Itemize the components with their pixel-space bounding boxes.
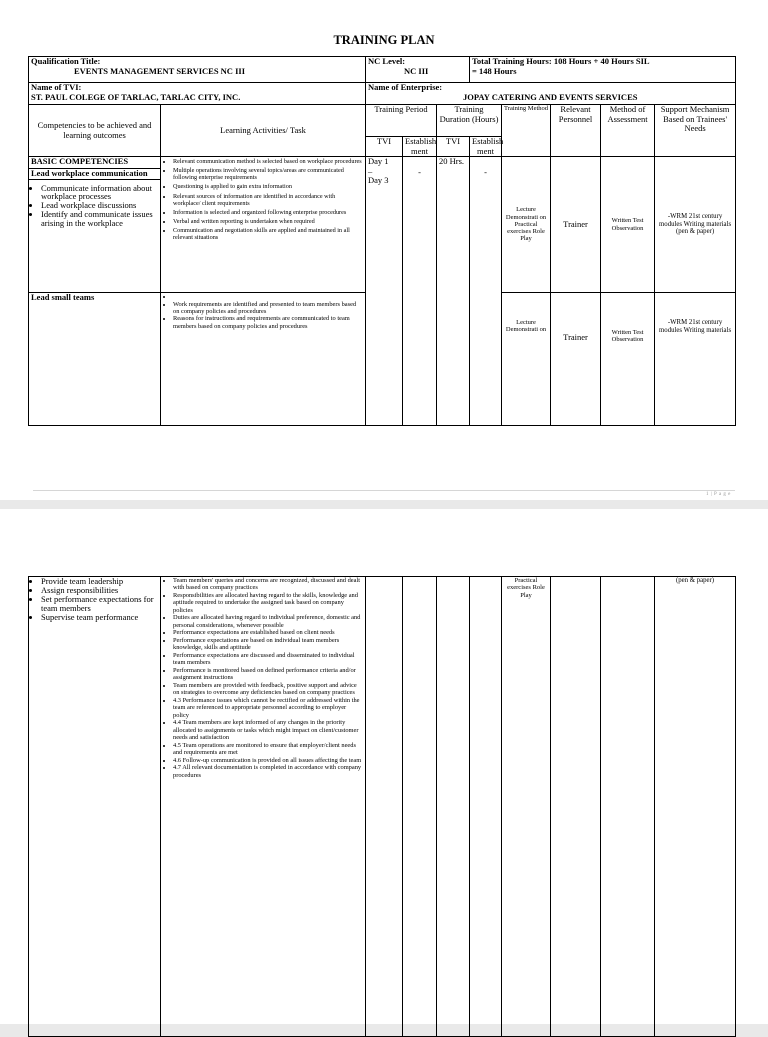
period-establishment-value: - — [418, 167, 421, 178]
unit1-activity: • Communication and negotiation skills are applied and maintained in all relevant situations — [173, 227, 363, 241]
page2-outcome-list — [31, 577, 158, 622]
page2-period-establishment — [403, 577, 437, 1037]
duration-tvi-value: 20 Hrs. — [439, 156, 465, 167]
footer-divider — [33, 490, 735, 491]
page2-activity: • 4.3 Performance issues which cannot be rectified or addressed within the team are referenced to appropriate personnel according to employer policy — [173, 697, 363, 719]
qualification-value: EVENTS MANAGEMENT SERVICES NC III — [74, 65, 245, 76]
enterprise-cell — [366, 83, 736, 105]
page2-activity: • Performance expectations are based on individual team members knowledge, skills and aptitude — [173, 637, 363, 652]
header-support: Support Mechanism Based on Trainees' Needs — [655, 105, 736, 157]
qualification-label: Qualification Title: — [31, 56, 101, 66]
unit1-outcome: • Communicate information about workplace processes — [41, 184, 158, 202]
header-personnel: Relevant Personnel — [551, 105, 601, 157]
header-period-tvi: TVI — [366, 137, 403, 157]
page2-duration-tvi — [437, 577, 470, 1037]
tvi-cell — [29, 83, 366, 105]
tvi-label: Name of TVI: — [31, 82, 82, 92]
page2-personnel — [551, 577, 601, 1037]
duration-establishment-value: - — [484, 167, 487, 178]
period-end: Day 3 — [368, 175, 389, 186]
page2-method: Practical exercises Role Play — [502, 577, 551, 1037]
page2-duration-establishment — [470, 577, 502, 1037]
unit1-competency-cell — [29, 169, 161, 293]
unit2-activities — [161, 293, 366, 426]
header-duration-tvi: TVI — [437, 137, 470, 157]
unit1-method: Lecture Demonstrati on Practical exercises Role Play — [502, 157, 551, 293]
unit1-activity: • Relevant sources of information are identified in accordance with workplace/ client requirements — [173, 193, 363, 207]
page2-period-tvi — [366, 577, 403, 1037]
header-activities: Learning Activities/ Task — [161, 105, 366, 157]
qualification-cell — [29, 57, 366, 83]
page2-activity: • Team members are provided with feedback, positive support and advice on strategies to overcome any deficiencies based on company practices — [173, 682, 363, 697]
period-establishment-cell — [403, 157, 437, 426]
header-period-establishment: Establish ment — [403, 137, 437, 157]
page2-activity: • Duties are allocated having regard to individual preference, domestic and personal considerations, whenever possible — [173, 614, 363, 629]
page2-outcome: • Set performance expectations for team members — [41, 595, 158, 613]
page2-assessment — [601, 577, 655, 1037]
total-hours-line1: Total Training Hours: 108 Hours + 40 Hours SIL — [472, 56, 650, 66]
unit1-activity-list — [163, 158, 363, 241]
page2-activity: • 4.6 Follow-up communication is provided on all issues affecting the team — [173, 757, 363, 764]
page2-activity: • 4.4 Team members are kept informed of any changes in the priority allocated to assignments or tasks which might impact on client/customer needs and satisfaction — [173, 719, 363, 741]
unit1-assessment: Written Test Observation — [601, 157, 655, 293]
training-plan-table — [28, 56, 736, 426]
duration-tvi-cell — [437, 157, 470, 426]
total-hours-cell — [470, 57, 736, 83]
page2-outcome: • Assign responsibilities — [41, 586, 158, 595]
header-duration-establishment: Establish ment — [470, 137, 502, 157]
unit2-personnel: Trainer — [551, 293, 601, 426]
unit1-support: -WRM 21st century modules Writing materials (pen & paper) — [655, 157, 736, 293]
section-basic-competencies: BASIC COMPETENCIES — [29, 157, 161, 169]
page2-activity: • Team members' queries and concerns are recognized, discussed and dealt with based on company practices — [173, 577, 363, 592]
page2-activity: • 4.5 Team operations are monitored to ensure that employer/client needs and requirements are met — [173, 742, 363, 757]
period-tvi-cell — [366, 157, 403, 426]
header-period: Training Period — [366, 105, 437, 137]
header-duration: Training Duration (Hours) — [437, 105, 502, 137]
page2-activity: • 4.7 All relevant documentation is completed in accordance with company procedures — [173, 764, 363, 779]
unit2-assessment: Written Test Observation — [601, 293, 655, 426]
total-hours-line2: = 148 Hours — [472, 65, 517, 76]
page2-outcome: • Supervise team performance — [41, 613, 158, 622]
unit1-activities — [161, 157, 366, 293]
page-number: 1 | P a g e — [706, 492, 731, 497]
nc-level-value: NC III — [404, 65, 429, 76]
unit1-outcome: • Identify and communicate issues arising in the workplace — [41, 210, 158, 228]
page-title: TRAINING PLAN — [333, 33, 435, 47]
page2-activity: • Responsibilities are allocated having regard to the skills, knowledge and aptitude required to undertake the assigned task based on company policies — [173, 592, 363, 614]
period-dash: – — [368, 165, 373, 176]
unit1-activity: • Questioning is applied to gain extra information — [173, 183, 363, 190]
unit2-activity-list — [163, 293, 363, 330]
unit1-activity: • Information is selected and organized following enterprise procedures — [173, 209, 363, 216]
tvi-value: ST. PAUL COLEGE OF TARLAC, TARLAC CITY, INC. — [31, 91, 241, 102]
nc-level-label: NC Level: — [368, 56, 406, 66]
unit2-activity: • Work requirements are identified and presented to team members based on company policies and procedures — [173, 301, 363, 316]
page-2 — [0, 509, 768, 1024]
header-assessment: Method of Assessment — [601, 105, 655, 157]
unit1-activity: • Verbal and written reporting is undertaken when required — [173, 218, 363, 225]
unit1-activity: • Relevant communication method is selected based on workplace procedures — [173, 158, 363, 165]
unit2-method: Lecture Demonstrati on — [502, 293, 551, 426]
duration-establishment-cell — [470, 157, 502, 426]
page2-competency-cell — [29, 577, 161, 1037]
enterprise-value: JOPAY CATERING AND EVENTS SERVICES — [463, 91, 638, 102]
header-competencies: Competencies to be achieved and learning outcomes — [29, 105, 161, 157]
page2-outcome: • Provide team leadership — [41, 577, 158, 586]
unit2-support: -WRM 21st century modules Writing materials — [655, 293, 736, 426]
unit1-title: Lead workplace communication — [29, 169, 160, 180]
period-start: Day 1 — [368, 156, 389, 167]
page2-activity-list — [163, 577, 363, 779]
unit1-outcome: • Lead workplace discussions — [41, 201, 158, 210]
page-1 — [0, 0, 768, 500]
page2-support: (pen & paper) — [655, 577, 736, 1037]
unit2-activity: • Reasons for instructions and requirements are communicated to team members based on company policies and procedures — [173, 315, 363, 330]
unit1-outcome-list — [31, 184, 158, 229]
nc-level-cell — [366, 57, 470, 83]
training-plan-table-continued — [28, 576, 736, 1037]
page2-activities-cell — [161, 577, 366, 1037]
page2-activity: • Performance expectations are discussed and disseminated to individual team members — [173, 652, 363, 667]
unit1-activity: • Multiple operations involving several topics/areas are communicated following enterprise requirements — [173, 167, 363, 181]
unit2-activity — [173, 293, 363, 300]
unit1-personnel: Trainer — [551, 157, 601, 293]
header-method: Training Method — [502, 105, 551, 157]
enterprise-label: Name of Enterprise: — [368, 82, 443, 92]
page2-activity: • Performance is monitored based on defined performance criteria and/or assignment instructions — [173, 667, 363, 682]
unit2-title: Lead small teams — [29, 293, 161, 426]
page2-activity: • Performance expectations are established based on client needs — [173, 629, 363, 636]
